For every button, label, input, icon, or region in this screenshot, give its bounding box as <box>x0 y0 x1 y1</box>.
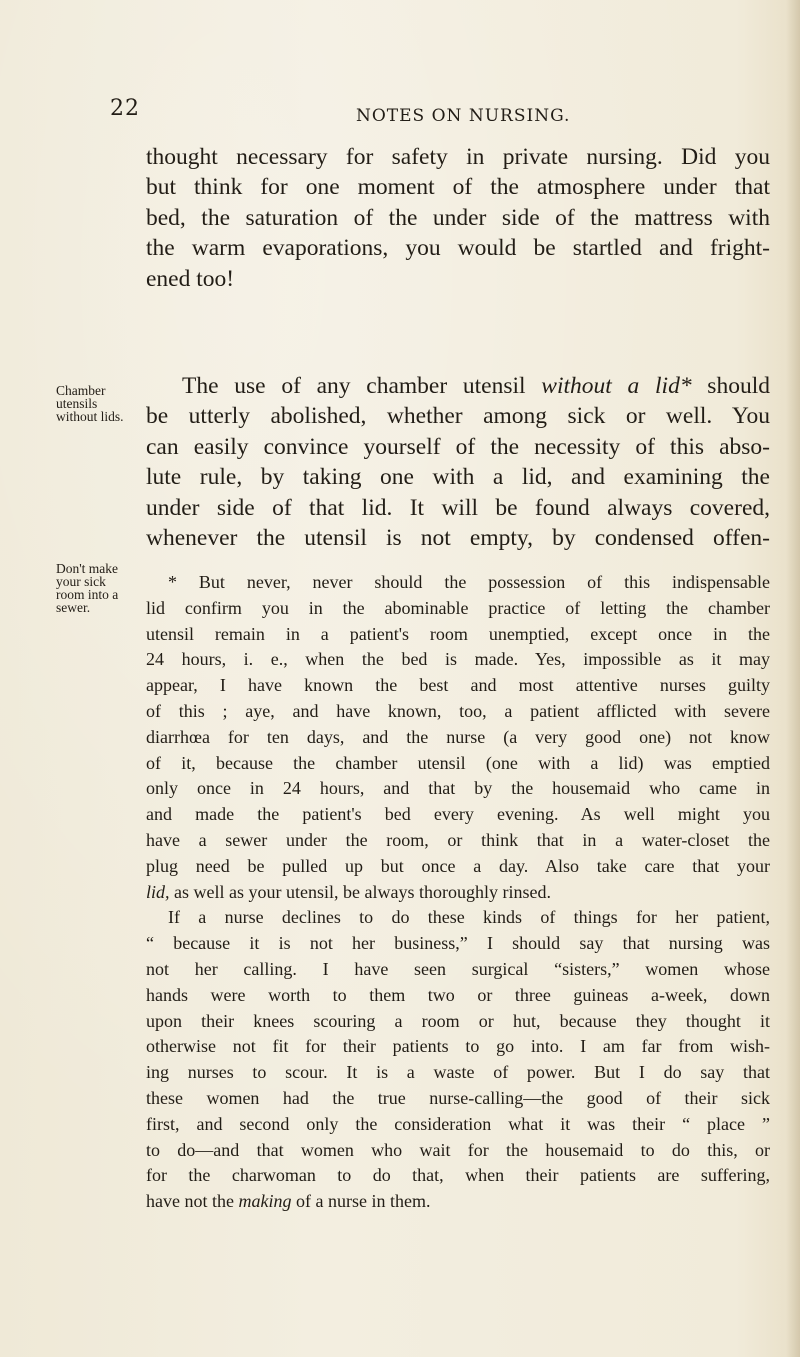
footnote-line: otherwise not fit for their patients to go into. I am far from wish- <box>146 1036 770 1057</box>
footnote-line: hands were worth to them two or three guineas a-week, down <box>146 984 770 1005</box>
margin-note-line: room into a <box>56 587 119 602</box>
footnote-line: * But never, never should the possession of this indispensable <box>168 572 770 592</box>
footnote <box>146 570 770 1215</box>
text-line: thought necessary for safety in private nursing. Did you <box>146 144 770 170</box>
footnote-line: only once in 24 hours, and that by the housemaid who came in <box>146 778 770 799</box>
text-line: but think for one moment of the atmosphere under that <box>146 174 770 201</box>
footnote-line: appear, I have known the best and most attentive nurses guilty <box>146 675 770 696</box>
footnote-line: of it, because the chamber utensil (one with a lid) was emptied <box>146 752 770 773</box>
footnote-line: not her calling. I have seen surgical “sisters,” women whose <box>146 958 770 979</box>
page-number: 22 <box>110 96 140 121</box>
footnote-line: for the charwoman to do that, when their patients are suffering, <box>146 1165 770 1186</box>
emphasis-text: without a lid* <box>541 373 692 399</box>
footnote-line: “ because it is not her business,” I should say that nursing was <box>146 933 770 954</box>
paragraph-1 <box>146 142 770 294</box>
running-head: NOTES ON NURSING. <box>356 106 571 126</box>
footnote-line: If a nurse declines to do these kinds of things for her patient, <box>168 907 770 928</box>
footnote-line: diarrhœa for ten days, and the nurse (a very good one) not know <box>146 726 770 747</box>
footnote-line: and made the patient's bed every evening. As well might you <box>146 804 770 825</box>
text-line: lute rule, by taking one with a lid, and examining the <box>146 464 770 491</box>
footnote-line: to do—and that women who wait for the housemaid to do this, or <box>146 1139 770 1160</box>
text-line: whenever the utensil is not empty, by condensed offen- <box>146 525 770 552</box>
footnote-line <box>146 1189 770 1215</box>
footnote-line: lid confirm you in the abominable practice of letting the chamber <box>146 597 770 618</box>
margin-note-line: without lids. <box>56 409 124 424</box>
text-line: bed, the saturation of the under side of the mattress with <box>146 204 770 231</box>
footnote-line: upon their knees scouring a room or hut, because they thought it <box>146 1010 770 1031</box>
text-run: as well as your utensil, be always thoroughly rinsed. <box>169 881 551 902</box>
text-line: the warm evaporations, you would be startled and fright- <box>146 235 770 262</box>
margin-note-line: your sick <box>56 574 106 589</box>
margin-note-chamber-utensils <box>56 384 146 423</box>
footnote-line: these women had the true nurse-calling—the good of their sick <box>146 1087 770 1108</box>
margin-note-line: Don't make <box>56 561 119 576</box>
footnote-line: ing nurses to scour. It is a waste of power. But I do say that <box>146 1062 770 1083</box>
margin-note-line: sewer. <box>56 600 91 615</box>
text-line: ened too! <box>146 265 235 292</box>
text-run: have not the <box>146 1191 239 1212</box>
page-edge-shadow <box>786 0 800 1357</box>
paragraph-2 <box>146 371 770 553</box>
footnote-line: 24 hours, i. e., when the bed is made. Yes, impossible as it may <box>146 649 770 670</box>
margin-note-line: Chamber <box>56 383 106 398</box>
text-line: can easily convince yourself of the necessity of this abso- <box>146 433 770 460</box>
text-run: should <box>691 373 770 399</box>
footnote-line: plug need be pulled up but once a day. Also take care that your <box>146 855 770 876</box>
text-run: The use of any chamber utensil <box>182 373 542 399</box>
footnote-line <box>146 880 770 906</box>
text-run: of a nurse in them. <box>291 1191 431 1212</box>
text-line <box>146 371 770 401</box>
emphasis-text: making <box>238 1191 292 1212</box>
emphasis-text: lid, <box>146 881 170 902</box>
text-line: be utterly abolished, whether among sick or well. You <box>146 403 770 430</box>
margin-note-line: utensils <box>56 396 98 411</box>
text-line: under side of that lid. It will be found always covered, <box>146 494 770 521</box>
footnote-line: first, and second only the consideration what it was their “ place ” <box>146 1113 770 1134</box>
footnote-line: utensil remain in a patient's room unemptied, except once in the <box>146 623 770 644</box>
margin-note-sick-room <box>56 562 146 614</box>
footnote-line: of this ; aye, and have known, too, a patient afflicted with severe <box>146 700 770 721</box>
footnote-line: have a sewer under the room, or think that in a water-closet the <box>146 829 770 850</box>
